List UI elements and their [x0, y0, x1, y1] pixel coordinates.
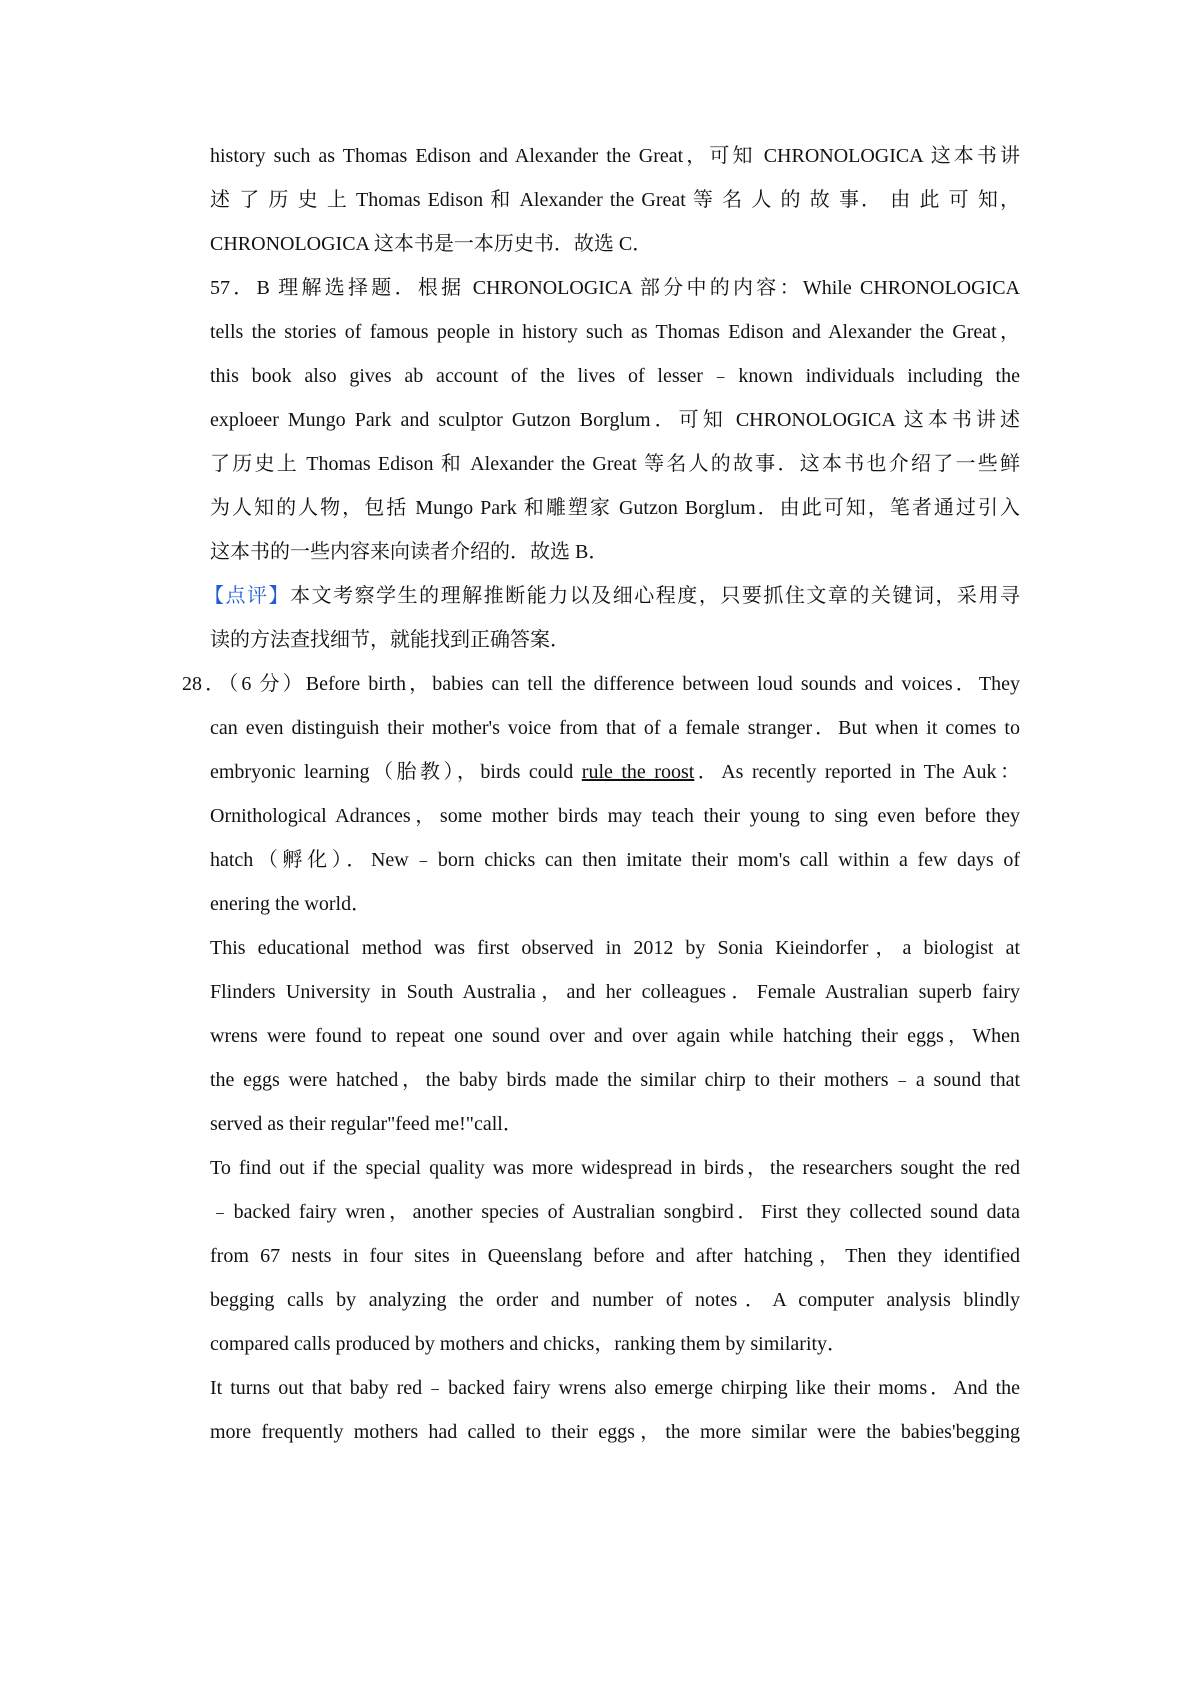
- text-line: CHRONOLOGICA 这本书是一本历史书．故选 C．: [210, 233, 653, 255]
- comment-text: 本文考察学生的理解推断能力以及细心程度，只要抓住文章的关键词，采用寻: [290, 585, 1020, 607]
- passage-line: It turns out that baby red﹣backed fairy wrens also emerge chirping like their moms．And the: [210, 1377, 1020, 1399]
- comment-line: 读的方法查找细节，就能找到正确答案．: [210, 629, 570, 651]
- passage-text: embryonic learning（胎教），birds could: [210, 761, 582, 783]
- passage-line: begging calls by analyzing the order and number of notes．A computer analysis blindly: [210, 1289, 1020, 1311]
- passage-line: hatch（孵化）．New﹣born chicks can then imitate their mom's call within a few days of: [210, 849, 1020, 871]
- answer-57-line: 为人知的人物，包括 Mungo Park 和雕塑家 Gutzon Borglum．由此可知，笔者通过引入: [210, 497, 1020, 519]
- text-line: 述 了 历 史 上 Thomas Edison 和 Alexander the Great 等 名 人 的 故 事． 由 此 可 知，: [210, 189, 1020, 211]
- comment-tag: 【点评】: [204, 585, 291, 607]
- passage-line: To find out if the special quality was more widespread in birds，the researchers sought the red: [210, 1157, 1020, 1179]
- passage-line: wrens were found to repeat one sound over and over again while hatching their eggs，When: [210, 1025, 1020, 1047]
- passage-line: the eggs were hatched，the baby birds made the similar chirp to their mothers﹣a sound that: [210, 1069, 1020, 1091]
- question-28-line: 28．（6 分）Before birth，babies can tell the difference between loud sounds and voices．They: [182, 673, 1020, 695]
- passage-line: compared calls produced by mothers and chicks，ranking them by similarity．: [210, 1333, 848, 1355]
- passage-line: more frequently mothers had called to their eggs，the more similar were the babies'begging: [210, 1421, 1020, 1443]
- answer-57-line: this book also gives ab account of the lives of lesser﹣known individuals including the: [210, 365, 1020, 387]
- answer-57-line: 了历史上 Thomas Edison 和 Alexander the Great 等名人的故事．这本书也介绍了一些鲜: [210, 453, 1020, 475]
- answer-57-line: 57．B 理解选择题．根据 CHRONOLOGICA 部分中的内容：While CHRONOLOGICA: [210, 277, 1020, 299]
- answer-57-line: tells the stories of famous people in history such as Thomas Edison and Alexander the Great，: [210, 321, 1020, 343]
- passage-line: Ornithological Adrances，some mother birds may teach their young to sing even before they: [210, 805, 1020, 827]
- passage-line: from 67 nests in four sites in Queenslang before and after hatching，Then they identified: [210, 1245, 1020, 1267]
- answer-57-line: exploeer Mungo Park and sculptor Gutzon Borglum．可知 CHRONOLOGICA 这本书讲述: [210, 409, 1020, 431]
- passage-line: can even distinguish their mother's voice from that of a female stranger．But when it comes to: [210, 717, 1020, 739]
- text-line: history such as Thomas Edison and Alexander the Great，可知 CHRONOLOGICA 这本书讲: [210, 145, 1020, 167]
- passage-line: served as their regular"feed me!"call．: [210, 1113, 523, 1135]
- passage-line: ﹣backed fairy wren，another species of Australian songbird．First they collected sound data: [210, 1201, 1020, 1223]
- passage-line: enering the world．: [210, 893, 372, 915]
- passage-text: ．As recently reported in The Auk：: [694, 761, 1020, 783]
- passage-line: Flinders University in South Australia，and her colleagues．Female Australian superb fairy: [210, 981, 1020, 1003]
- answer-57-line: 这本书的一些内容来向读者介绍的．故选 B．: [210, 541, 609, 563]
- comment-line: [204, 584, 1020, 608]
- underlined-phrase: rule the roost: [581, 761, 695, 783]
- passage-line: This educational method was first observed in 2012 by Sonia Kieindorfer，a biologist at: [210, 937, 1020, 959]
- passage-line: [210, 760, 1020, 784]
